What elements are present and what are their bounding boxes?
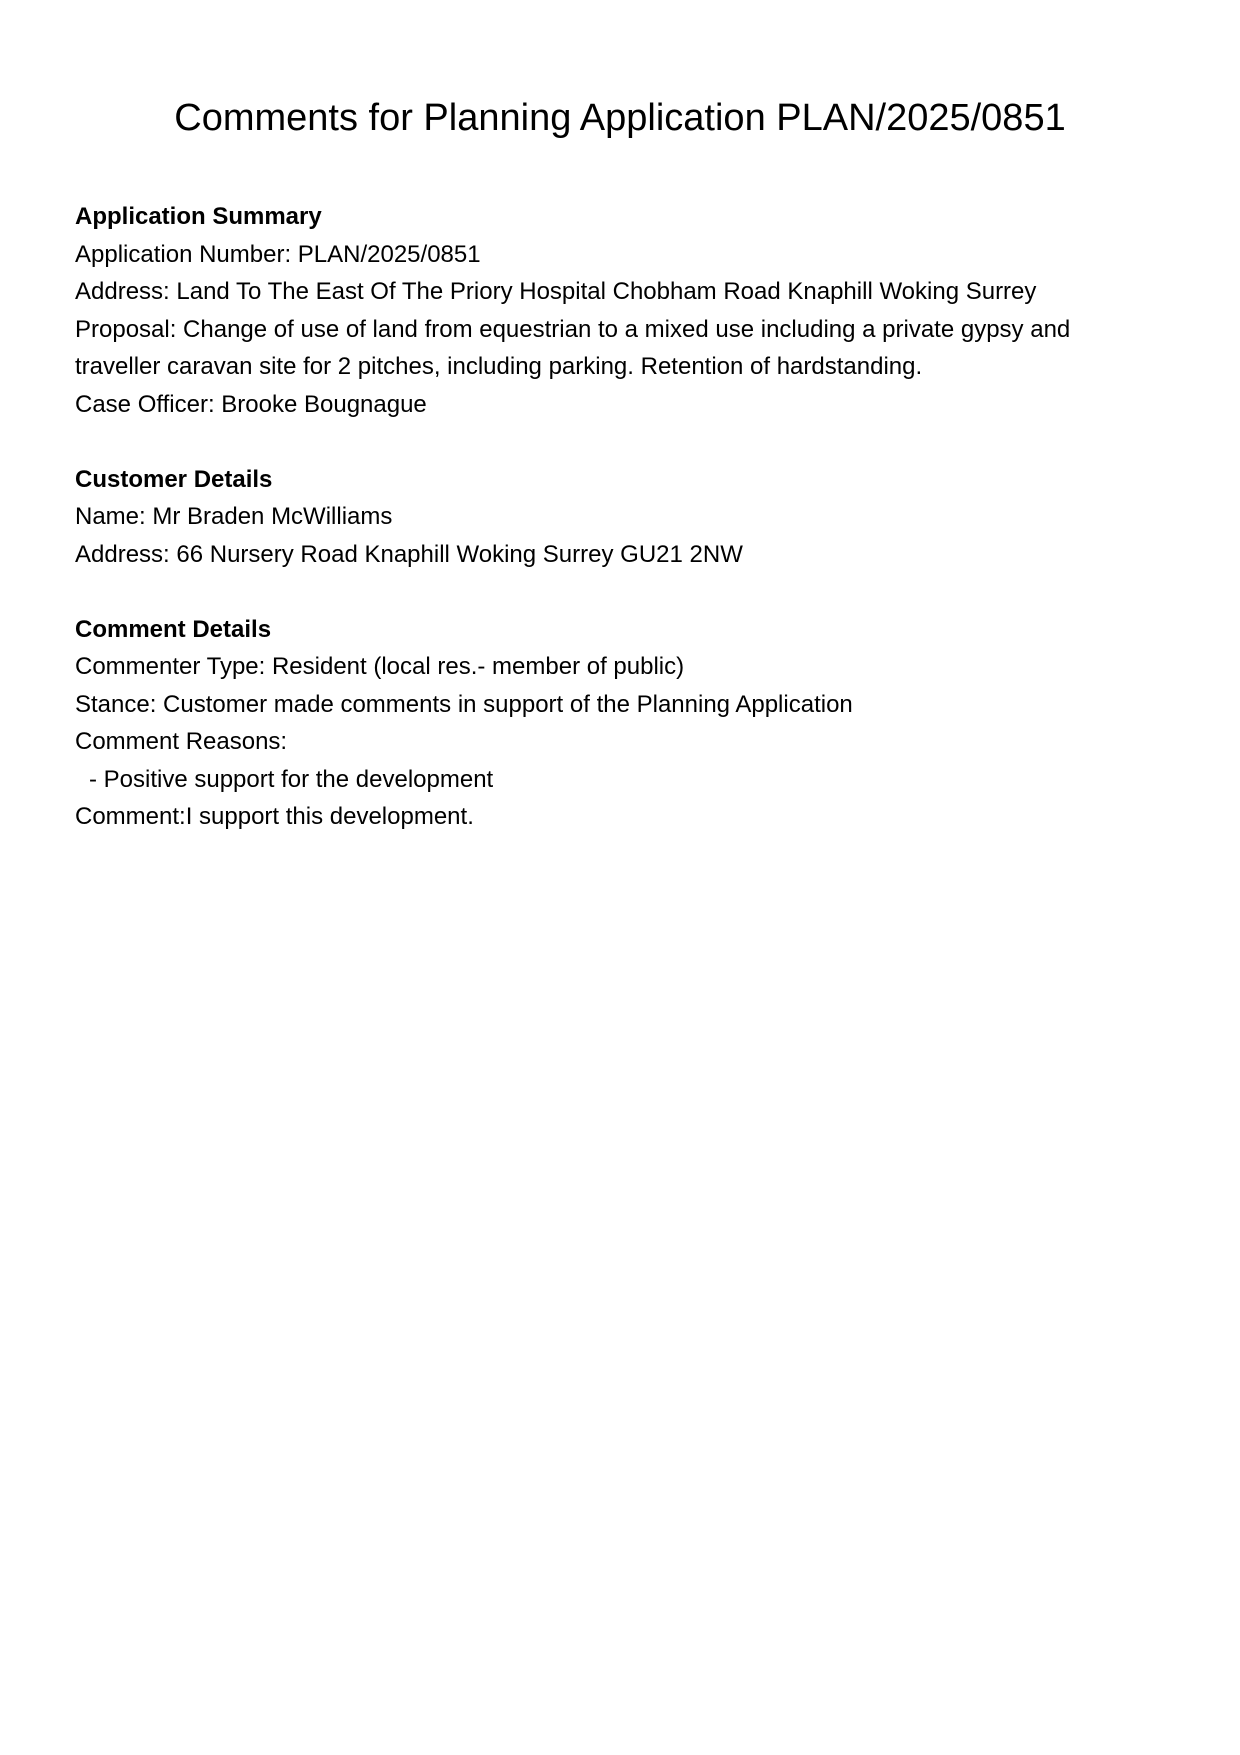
document-body [75,198,1185,873]
application-number: Application Number: PLAN/2025/0851 [75,240,481,268]
comment-details-section [75,611,1185,836]
document-title: Comments for Planning Application PLAN/2025/0851 [174,97,1066,139]
comment-reason-item: - Positive support for the development [89,765,494,793]
comment-text: Comment:I support this development. [75,803,474,830]
application-proposal: Proposal: Change of use of land from equestrian to a mixed use including a private gypsy and traveller caravan site for 2 pitches, including parking. Retention of hardstanding. [75,315,1071,380]
customer-address: Address: 66 Nursery Road Knaphill Woking Surrey GU21 2NW [75,540,743,568]
commenter-type: Commenter Type: Resident (local res.- member of public) [75,653,685,680]
comment-details-heading: Comment Details [75,615,272,643]
comment-stance: Stance: Customer made comments in support of the Planning Application [75,690,853,718]
application-summary-heading: Application Summary [75,203,322,230]
customer-details-section [75,461,1185,574]
comment-reasons-label: Comment Reasons: [75,728,288,755]
application-address: Address: Land To The East Of The Priory Hospital Chobham Road Knaphill Woking Surrey [75,278,1037,305]
application-summary-section [75,198,1185,423]
customer-name: Name: Mr Braden McWilliams [75,503,393,530]
customer-details-heading: Customer Details [75,465,273,493]
case-officer: Case Officer: Brooke Bougnague [75,390,427,418]
